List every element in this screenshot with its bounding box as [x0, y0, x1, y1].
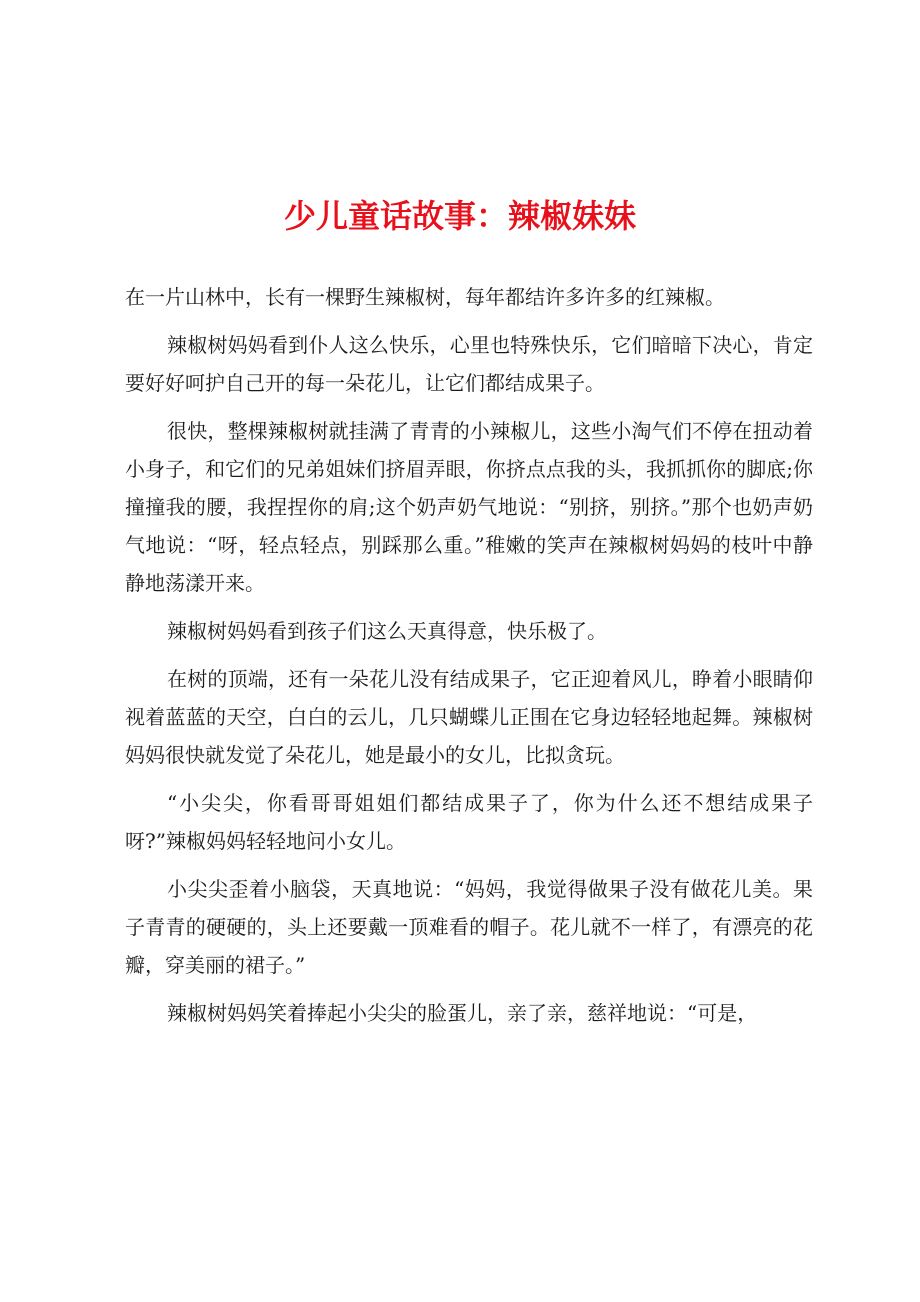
paragraph-2: 辣椒树妈妈看到仆人这么快乐，心里也特殊快乐，它们暗暗下决心，肯定要好好呵护自己开的每一朵花儿，让它们都结成果子。	[125, 333, 813, 395]
story-title: 少儿童话故事：辣椒妹妹	[283, 197, 636, 235]
paragraph-6: “小尖尖，你看哥哥姐姐们都结成果子了，你为什么还不想结成果子呀?”辣椒妈妈轻轻地问小女儿。	[125, 791, 813, 853]
paragraph-1: 在一片山林中，长有一棵野生辣椒树，每年都结许多许多的红辣椒。	[125, 285, 725, 309]
paragraph-3: 很快，整棵辣椒树就挂满了青青的小辣椒儿，这些小淘气们不停在扭动着小身子，和它们的兄弟姐妹们挤眉弄眼，你挤点点我的头，我抓抓你的脚底;你撞撞我的腰，我捏捏你的肩;这个奶声奶气地说：“别挤，别挤。”那个也奶声奶气地说：“呀，轻点轻点，别踩那么重。”稚嫩的笑声在辣椒树妈妈的枝叶中静静地荡漾开来。	[125, 419, 813, 595]
paragraph-8: 辣椒树妈妈笑着捧起小尖尖的脸蛋儿，亲了亲，慈祥地说：“可是，	[167, 1001, 758, 1025]
paragraph-7: 小尖尖歪着小脑袋，天真地说：“妈妈，我觉得做果子没有做花儿美。果子青青的硬硬的，头上还要戴一顶难看的帽子。花儿就不一样了，有漂亮的花瓣，穿美丽的裙子。”	[125, 877, 813, 977]
paragraph-4: 辣椒树妈妈看到孩子们这么天真得意，快乐极了。	[167, 619, 607, 643]
story-body	[125, 278, 813, 1042]
paragraph-5: 在树的顶端，还有一朵花儿没有结成果子，它正迎着风儿，睁着小眼睛仰视着蓝蓝的天空，白白的云儿，几只蝴蝶儿正围在它身边轻轻地起舞。辣椒树妈妈很快就发觉了朵花儿，她是最小的女儿，比拟贪玩。	[125, 667, 813, 767]
